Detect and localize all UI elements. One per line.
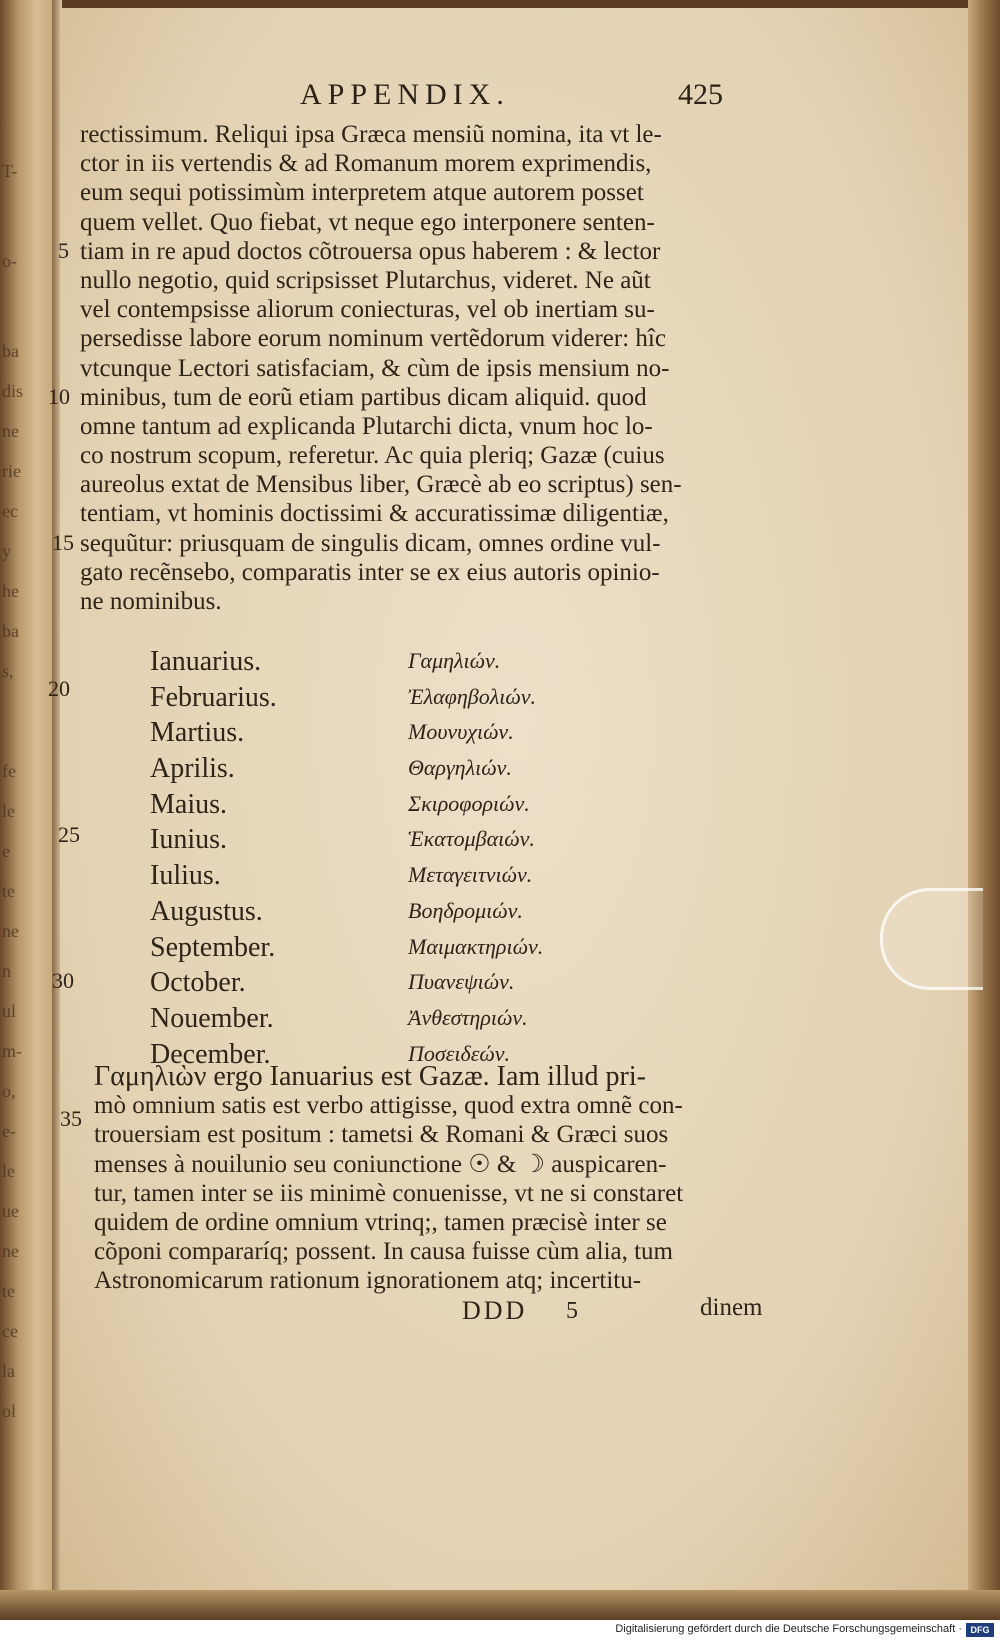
left-page-fragment: dis	[2, 381, 24, 401]
left-page-fragment: te	[2, 1281, 15, 1301]
left-page-fragment: te	[2, 881, 15, 901]
month-greek: Ἀνθεστηριών.	[408, 1004, 528, 1030]
text-line: mò omnium satis est verbo attigisse, quod extra omnẽ con-	[94, 1092, 683, 1120]
left-page-fragment: y	[2, 541, 11, 561]
text-line: Γαμηλιὼν ergo Ianuarius est Gazæ. Iam illud pri-	[94, 1061, 646, 1092]
month-greek: Γαμηλιών.	[408, 648, 501, 673]
text-line: minibus, tum de eorũ etiam partibus dicam aliquid. quod	[80, 383, 647, 411]
left-page-fragment: ce	[2, 1321, 18, 1341]
text-line: eum sequi potissimùm interpretem atque autorem posset	[80, 179, 644, 207]
month-row	[150, 717, 750, 753]
text-line: menses à nouilunio seu coniunctione ☉ & ☽ auspicaren-	[94, 1150, 667, 1178]
text-line: ctor in iis vertendis & ad Romanum morem exprimendis,	[80, 150, 652, 178]
left-page-fragment: e-	[2, 1121, 16, 1141]
left-page-fragment: n	[2, 961, 11, 981]
left-page-fragment: rie	[2, 461, 21, 481]
text-line: ne nominibus.	[80, 588, 222, 615]
text-line: trouersiam est positum : tametsi & Romani & Græci suos	[94, 1121, 669, 1149]
month-row	[150, 1003, 750, 1039]
month-row	[150, 896, 750, 932]
left-page-fragment: ol	[2, 1401, 17, 1421]
line-number: 10	[48, 384, 70, 409]
left-page-fragment: ne	[2, 921, 19, 941]
text-line: vel contempsisse aliorum coniecturas, vel ob inertiam su-	[80, 296, 655, 324]
right-page-edge	[968, 0, 1000, 1620]
month-greek: Ἐλαφηβολιών.	[408, 683, 536, 709]
month-greek: Θαργηλιών.	[408, 755, 512, 781]
left-page-fragment: ne	[2, 1241, 19, 1261]
folio-number: 425	[678, 78, 723, 111]
text-line: quidem de ordine omnium vtrinq;, tamen præcisè inter se	[94, 1208, 667, 1236]
text-line: gato recẽnsebo, comparatis inter se ex eius autoris opinio-	[80, 558, 660, 586]
month-latin: October.	[150, 967, 246, 999]
month-greek: Πυανεψιών.	[408, 969, 515, 995]
left-page-fragment: he	[2, 581, 19, 601]
month-row	[150, 789, 750, 825]
month-latin: Maius.	[150, 788, 227, 820]
month-latin: Nouember.	[150, 1002, 274, 1034]
text-line: quem vellet. Quo fiebat, vt neque ego interponere senten-	[80, 208, 655, 236]
month-row	[150, 860, 750, 896]
month-greek: Μουνυχιών.	[408, 719, 514, 745]
catchword: dinem	[700, 1294, 763, 1321]
left-page-fragment: s,	[2, 661, 14, 681]
left-page-fragment: T-	[2, 161, 18, 181]
paragraph-1	[80, 120, 760, 616]
month-row	[150, 824, 750, 860]
line-number: 25	[58, 822, 80, 847]
text-line: sequũtur: priusquam de singulis dicam, omnes ordine vul-	[80, 529, 661, 557]
line-number: 20	[48, 676, 70, 701]
text-line: persedisse labore eorum nominum vertẽdorum viderer: hîc	[80, 325, 666, 353]
month-table	[150, 646, 750, 1074]
footer-bar	[0, 1620, 1000, 1640]
month-greek: Ποσειδεών.	[408, 1040, 511, 1066]
month-greek: Ἑκατομβαιών.	[408, 826, 535, 852]
line-number: 35	[60, 1106, 82, 1131]
month-latin: September.	[150, 931, 276, 963]
month-latin: Februarius.	[150, 681, 277, 713]
text-line: aureolus extat de Mensibus liber, Græcè ab eo scriptus) sen-	[80, 471, 682, 499]
bottom-page-edge	[0, 1590, 1000, 1620]
left-page-fragment: m-	[2, 1041, 22, 1061]
dfg-logo: DFG	[966, 1623, 994, 1637]
paragraph-2	[94, 1062, 774, 1296]
left-page-fragment: ue	[2, 1201, 19, 1221]
text-line: vtcunque Lectori satisfaciam, & cùm de ipsis mensium no-	[80, 354, 670, 382]
text-line: tentiam, vt hominis doctissimi & accuratissimæ diligentiæ,	[80, 500, 669, 528]
footer-credit: Digitalisierung gefördert durch die Deutsche Forschungsgemeinschaft ·	[615, 1623, 962, 1635]
running-head: APPENDIX.	[300, 78, 510, 111]
month-latin: Augustus.	[150, 895, 263, 927]
text-line: cõponi compararíq; possent. In causa fuisse cùm alia, tum	[94, 1238, 674, 1266]
left-page-fragment: ul	[2, 1001, 17, 1021]
month-greek: Μαιμακτηριών.	[408, 933, 544, 959]
month-greek: Βοηδρομιών.	[408, 897, 523, 923]
left-page-fragment: o-	[2, 251, 17, 271]
text-line: rectissimum. Reliqui ipsa Græca mensiũ nomina, ita vt le-	[80, 121, 662, 148]
month-row	[150, 753, 750, 789]
month-greek: Σκιροφοριών.	[408, 790, 530, 816]
line-number: 5	[58, 238, 69, 263]
text-line: tiam in re apud doctos cõtrouersa opus haberem : & lector	[80, 237, 661, 265]
month-row	[150, 682, 750, 718]
month-latin: Ianuarius.	[150, 646, 262, 677]
month-row	[150, 646, 750, 682]
text-line: omne tantum ad explicanda Plutarchi dicta, vnum hoc lo-	[80, 412, 653, 440]
signature-number: 5	[566, 1298, 578, 1324]
month-row	[150, 967, 750, 1003]
text-line: tur, tamen inter se iis minimè conuenisse, vt ne si constaret	[94, 1179, 684, 1207]
signature-mark: DDD	[462, 1296, 528, 1325]
month-latin: Martius.	[150, 717, 245, 749]
month-latin: Aprilis.	[150, 753, 235, 785]
left-page-fragment: ne	[2, 421, 19, 441]
left-page-fragment: ec	[2, 501, 18, 521]
line-number: 15	[52, 530, 74, 555]
left-page-fragment: fe	[2, 761, 16, 781]
left-page-fragment: e	[2, 841, 10, 861]
month-latin: December.	[150, 1038, 271, 1070]
left-page-fragment: la	[2, 1361, 15, 1381]
left-page-fragment: o,	[2, 1081, 16, 1101]
left-page-fragment: le	[2, 801, 15, 821]
month-latin: Iulius.	[150, 860, 221, 892]
left-page-fragment: ba	[2, 621, 19, 641]
text-line: co nostrum scopum, referetur. Ac quia pleriq; Gazæ (cuius	[80, 442, 665, 470]
month-row	[150, 932, 750, 968]
text-line: Astronomicarum rationum ignorationem atq; incertitu-	[94, 1267, 642, 1295]
left-page-edge	[0, 0, 52, 1620]
text-line: nullo negotio, quid scripsisset Plutarchus, videret. Ne aũt	[80, 266, 651, 294]
left-page-fragment: ba	[2, 341, 19, 361]
left-page-fragment: le	[2, 1161, 15, 1181]
month-latin: Iunius.	[150, 824, 227, 856]
page-clip	[880, 888, 983, 990]
line-number: 30	[52, 968, 74, 993]
month-greek: Μεταγειτνιών.	[408, 862, 533, 888]
